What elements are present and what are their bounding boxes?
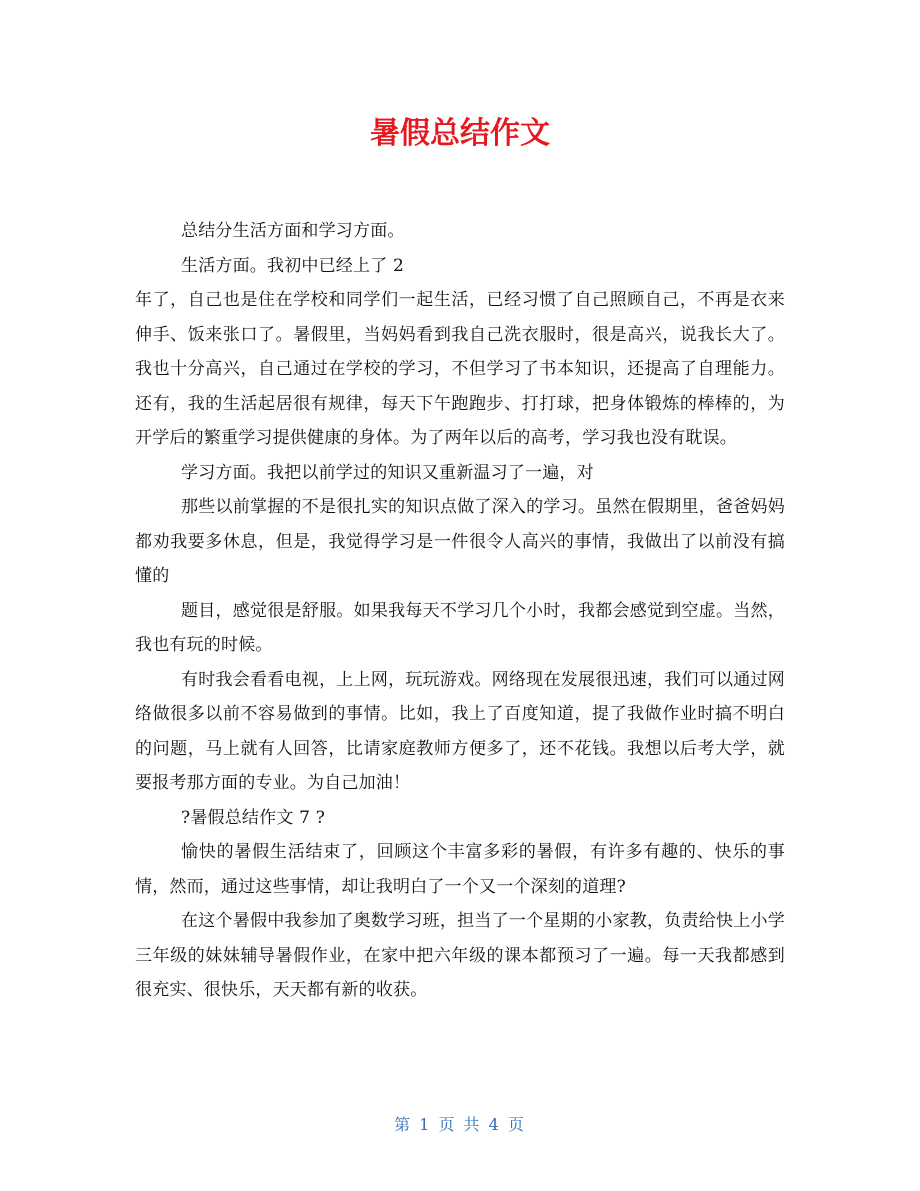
page-title: 暑假总结作文 [370,116,550,151]
page-number-footer: 第 1 页 共 4 页 [394,1115,526,1134]
paragraph: 学习方面。我把以前学过的知识又重新温习了一遍，对 [181,462,594,483]
paragraph: ?暑假总结作文 7 ? [181,807,326,828]
document-body [135,214,785,1008]
paragraph: 有时我会看看电视，上上网，玩玩游戏。网络现在发展很迅速，我们可以通过网络做很多以前不容易做到的事情。比如，我上了百度知道，提了我做作业时搞不明白的问题，马上就有人回答，比请家庭教师方便多了，还不花钱。我想以后考大学，就要报考那方面的专业。为自己加油！ [135,669,785,793]
paragraph: 生活方面。我初中已经上了 2 [181,255,405,276]
paragraph: 愉快的暑假生活结束了，回顾这个丰富多彩的暑假，有许多有趣的、快乐的事情，然而，通过这些事情，却让我明白了一个又一个深刻的道理? [135,842,785,897]
paragraph: 那些以前掌握的不是很扎实的知识点做了深入的学习。虽然在假期里，爸爸妈妈都劝我要多休息，但是，我觉得学习是一件很令人高兴的事情，我做出了以前没有搞懂的 [135,497,785,586]
paragraph: 题目，感觉很是舒服。如果我每天不学习几个小时，我都会感觉到空虚。当然，我也有玩的时候。 [135,600,785,655]
paragraph: 年了，自己也是住在学校和同学们一起生活，已经习惯了自己照顾自己，不再是衣来伸手、饭来张口了。暑假里，当妈妈看到我自己洗衣服时，很是高兴，说我长大了。我也十分高兴，自己通过在学校的学习，不但学习了书本知识，还提高了自理能力。还有，我的生活起居很有规律，每天下午跑跑步、打打球，把身体锻炼的棒棒的，为开学后的繁重学习提供健康的身体。为了两年以后的高考，学习我也没有耽误。 [135,290,785,448]
paragraph: 在这个暑假中我参加了奥数学习班，担当了一个星期的小家教，负责给快上小学三年级的妹妹辅导暑假作业，在家中把六年级的课本都预习了一遍。每一天我都感到很充实、很快乐，天天都有新的收获。 [135,911,785,1000]
paragraph: 总结分生活方面和学习方面。 [181,221,405,241]
